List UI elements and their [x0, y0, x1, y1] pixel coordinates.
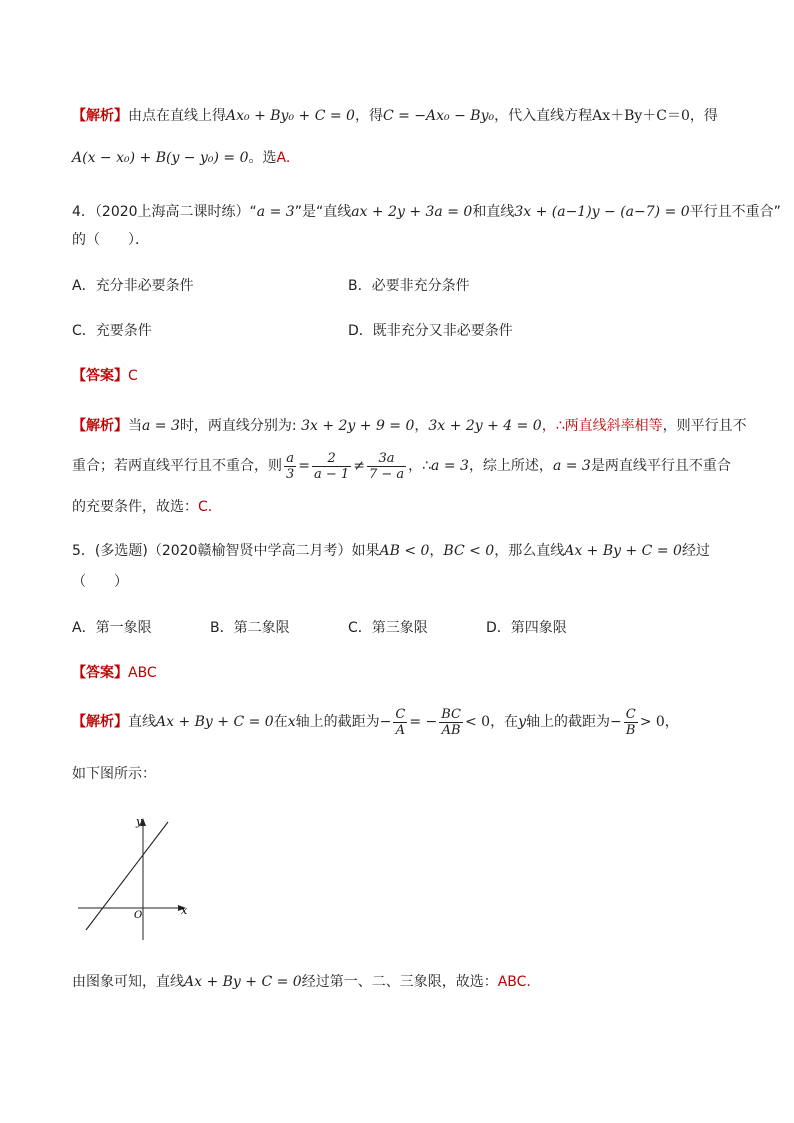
fraction: $\frac{a}{3}$ — [286, 450, 295, 482]
q4-option-a: A．充分非必要条件 — [72, 278, 194, 294]
fraction: $\frac{2}{a - 1}$ — [314, 450, 350, 482]
analysis-tag: 【解析】 — [72, 108, 128, 124]
q3-solution-line-1: 【解析】由点在直线上得Ax₀ + By₀ + C = 0，得C = −Ax₀ − By₀，代入直线方程Ax＋By＋C＝0，得 — [72, 108, 718, 124]
q5-option-d: D．第四象限 — [486, 620, 567, 636]
q4-option-c: C．充要条件 — [72, 323, 152, 339]
q4-stem-line-2: 的（ ）． — [72, 232, 149, 248]
q3-solution-line-2: A(x − x₀) + B(y − y₀) = 0。选A. — [72, 150, 291, 166]
q5-stem-line-1: 5．(多选题)（2020赣榆智贤中学高二月考）如果AB < 0，BC < 0，那么直线Ax + By + C = 0经过 — [72, 543, 710, 559]
y-axis-label: y — [136, 815, 143, 828]
q4-solution-line-1: 【解析】当a = 3时，两直线分别为: 3x + 2y + 9 = 0，3x + 2y + 4 = 0，∴两直线斜率相等，则平行且不 — [72, 418, 747, 434]
origin-label: O — [134, 910, 143, 921]
q5-answer: 【答案】ABC — [72, 665, 157, 681]
line-graph — [72, 810, 202, 945]
fraction: $\frac{C}{B}$ — [625, 706, 636, 738]
x-axis-label: x — [181, 904, 188, 917]
q5-stem-line-2: （ ） — [72, 574, 128, 590]
q5-option-c: C．第三象限 — [348, 620, 428, 636]
q5-option-a: A．第一象限 — [72, 620, 152, 636]
q4-option-d: D．既非充分又非必要条件 — [348, 323, 513, 339]
q5-solution-line-2: 如下图所示： — [72, 766, 156, 782]
q5-option-b: B．第二象限 — [210, 620, 290, 636]
q4-option-b: B．必要非充分条件 — [348, 278, 470, 294]
q4-solution-line-2: 重合；若两直线平行且不重合，则 $\frac{a}{3}$ = $\frac{2}{a - 1}$ ≠ $\frac{3a}{7 - a}$ ，∴a = 3，综上所述，a = 3是两直线平行且不重合 — [72, 450, 731, 482]
q4-stem-line-1: 4．（2020上海高二课时练）“a = 3”是“直线ax + 2y + 3a = 0和直线3x + (a−1)y − (a−7) = 0平行且不重合” — [72, 204, 781, 220]
q4-solution-line-3: 的充要条件，故选：C. — [72, 499, 213, 515]
fraction: $\frac{C}{A}$ — [395, 706, 406, 738]
graph-line — [86, 822, 168, 930]
fraction: $\frac{BC}{AB}$ — [441, 706, 461, 738]
q5-solution-line-1: 【解析】直线Ax + By + C = 0在x轴上的截距为− $\frac{C}{A}$ = − $\frac{BC}{AB}$ < 0，在y轴上的截距为− $\frac{C}{B}$ > 0， — [72, 706, 679, 738]
fraction: $\frac{3a}{7 - a}$ — [368, 450, 405, 482]
q4-answer: 【答案】C — [72, 368, 138, 384]
q5-conclusion: 由图象可知，直线Ax + By + C = 0经过第一、二、三象限，故选：ABC. — [72, 974, 531, 990]
